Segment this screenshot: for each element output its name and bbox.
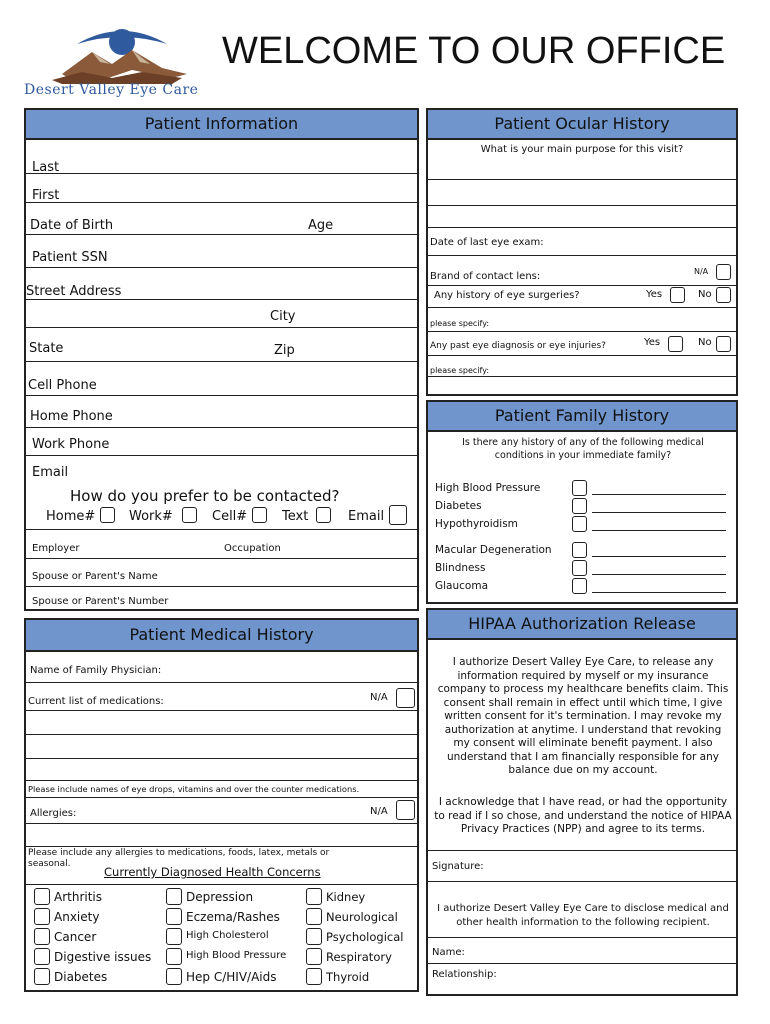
opt-work-label: Work# (129, 509, 173, 524)
section-heading: Patient Ocular History (428, 110, 736, 140)
family-condition-blank[interactable] (592, 530, 726, 531)
family-condition-checkbox[interactable] (572, 498, 587, 514)
cell-checkbox[interactable] (252, 507, 267, 523)
home-checkbox[interactable] (100, 507, 115, 523)
family-condition-blank[interactable] (592, 574, 726, 575)
contact-na-checkbox[interactable] (716, 264, 731, 280)
medications-na-label: N/A (370, 692, 388, 703)
family-condition-blank[interactable] (592, 556, 726, 557)
surgeries-no-checkbox[interactable] (716, 287, 731, 303)
family-condition-checkbox[interactable] (572, 516, 587, 532)
health-concern-label: Cancer (54, 930, 97, 944)
allergies-na-label: N/A (370, 806, 388, 817)
family-condition-checkbox[interactable] (572, 542, 587, 558)
opt-home-label: Home# (46, 509, 96, 524)
health-concern-checkbox[interactable] (166, 928, 182, 945)
medications-note: Please include names of eye drops, vitamins and over the counter medications. (28, 784, 360, 794)
visit-purpose-question: What is your main purpose for this visit? (480, 144, 684, 155)
employer-label: Employer (32, 543, 80, 554)
opt-cell-label: Cell# (212, 509, 248, 524)
section-heading: Patient Medical History (26, 620, 417, 652)
health-concern-label: Kidney (326, 890, 366, 904)
health-concern-checkbox[interactable] (306, 968, 322, 985)
street-label: Street Address (26, 284, 122, 299)
health-concern-checkbox[interactable] (34, 888, 50, 905)
text-checkbox[interactable] (316, 507, 331, 523)
relationship-label: Relationship: (432, 969, 497, 980)
health-concern-checkbox[interactable] (306, 908, 322, 925)
health-concern-checkbox[interactable] (306, 888, 322, 905)
medical-history-section (24, 618, 419, 992)
cell-phone-label: Cell Phone (28, 378, 97, 393)
hipaa-section (426, 608, 738, 996)
family-condition-label: Glaucoma (435, 580, 489, 592)
health-concern-label: Neurological (326, 910, 398, 924)
health-concern-label: Digestive issues (54, 950, 152, 964)
surgeries-question: Any history of eye surgeries? (434, 290, 580, 301)
health-concern-checkbox[interactable] (34, 908, 50, 925)
family-question: Is there any history of any of the following medical conditions in your immediate family? (462, 437, 704, 461)
work-checkbox[interactable] (182, 507, 197, 523)
health-concern-checkbox[interactable] (166, 968, 182, 985)
family-condition-blank[interactable] (592, 494, 726, 495)
allergies-note: Please include any allergies to medications, foods, latex, metals or seasonal. (28, 848, 330, 869)
family-condition-label: Hypothyroidism (435, 518, 518, 530)
health-concern-label: Arthritis (54, 890, 103, 904)
spouse-name-label: Spouse or Parent's Name (32, 571, 158, 582)
health-concern-checkbox[interactable] (306, 948, 322, 965)
injuries-yes-checkbox[interactable] (668, 336, 683, 352)
health-concern-checkbox[interactable] (34, 948, 50, 965)
family-condition-checkbox[interactable] (572, 560, 587, 576)
last-name-label: Last (32, 160, 60, 175)
ocular-history-section (426, 108, 738, 396)
allergies-na-checkbox[interactable] (396, 800, 415, 820)
injuries-no-checkbox[interactable] (716, 336, 731, 352)
family-history-section (426, 400, 738, 604)
family-condition-blank[interactable] (592, 512, 726, 513)
health-concern-checkbox[interactable] (166, 908, 182, 925)
state-label: State (29, 341, 64, 356)
health-concern-label: Anxiety (54, 910, 100, 924)
health-concern-label: Eczema/Rashes (186, 910, 280, 924)
npp-acknowledgement-paragraph: I acknowledge that I have read, or had the opportunity to read if I so chose, and understand the notice of HIPAA Privacy Practices (NPP) and agree to its terms. (434, 796, 732, 835)
health-concern-checkbox[interactable] (166, 948, 182, 965)
surgeries-yes-checkbox[interactable] (670, 287, 685, 303)
home-phone-label: Home Phone (30, 409, 113, 424)
physician-label: Name of Family Physician: (30, 665, 162, 676)
last-exam-label: Date of last eye exam: (430, 237, 544, 248)
age-label: Age (308, 218, 334, 233)
injuries-no-label: No (698, 337, 712, 348)
family-condition-checkbox[interactable] (572, 578, 587, 594)
ssn-label: Patient SSN (32, 250, 108, 265)
hipaa-release-paragraph: I authorize Desert Valley Eye Care, to release any information required by myself or my insurance company to process my healthcare benefits claim. This consent shall remain in effect until which time, I give written consent for it's termination. I may revoke my authorization at anytime. I understand that revoking my consent will eliminate benefit payment. I also understand that I am financially responsible for any balance due on my account. (437, 656, 729, 776)
first-name-label: First (32, 188, 60, 203)
injuries-specify-label: please specify: (430, 366, 490, 375)
opt-text-label: Text (282, 509, 309, 524)
allergies-label: Allergies: (30, 808, 77, 819)
work-phone-label: Work Phone (32, 437, 110, 452)
city-label: City (270, 309, 296, 324)
health-concern-label: High Blood Pressure (186, 950, 287, 961)
health-concern-label: High Cholesterol (186, 930, 269, 941)
injuries-question: Any past eye diagnosis or eye injuries? (430, 341, 606, 351)
dob-label: Date of Birth (30, 218, 114, 233)
email-label: Email (32, 465, 69, 480)
family-condition-blank[interactable] (592, 592, 726, 593)
family-condition-label: Diabetes (435, 500, 482, 512)
health-concern-label: Depression (186, 890, 254, 904)
medications-na-checkbox[interactable] (396, 688, 415, 708)
section-heading: HIPAA Authorization Release (428, 610, 736, 640)
contact-na-label: N/A (694, 267, 709, 276)
zip-label: Zip (274, 343, 295, 358)
family-condition-label: Blindness (435, 562, 486, 574)
contact-question: How do you prefer to be contacted? (70, 487, 340, 505)
occupation-label: Occupation (224, 543, 281, 554)
concerns-title: Currently Diagnosed Health Concerns (104, 865, 321, 879)
health-concern-checkbox[interactable] (34, 928, 50, 945)
health-concern-checkbox[interactable] (166, 888, 182, 905)
disclosure-paragraph: I authorize Desert Valley Eye Care to disclose medical and other health information to the following recipient. (437, 903, 729, 928)
page-title: WELCOME TO OUR OFFICE (222, 30, 726, 72)
section-heading: Patient Family History (428, 402, 736, 432)
contact-lens-label: Brand of contact lens: (430, 271, 541, 282)
surgeries-no-label: No (698, 289, 712, 300)
email-checkbox[interactable] (389, 505, 407, 525)
recipient-name-label: Name: (432, 947, 465, 958)
surgeries-specify-label: please specify: (430, 319, 490, 328)
signature-label: Signature: (432, 861, 484, 872)
family-condition-checkbox[interactable] (572, 480, 587, 496)
opt-email-label: Email (348, 509, 385, 524)
health-concern-label: Psychological (326, 930, 404, 944)
family-condition-label: High Blood Pressure (435, 482, 541, 494)
health-concern-label: Thyroid (326, 970, 370, 984)
health-concern-checkbox[interactable] (34, 968, 50, 985)
health-concern-label: Respiratory (326, 950, 392, 964)
health-concern-checkbox[interactable] (306, 928, 322, 945)
medications-label: Current list of medications: (28, 696, 164, 707)
spouse-number-label: Spouse or Parent's Number (32, 596, 169, 607)
injuries-yes-label: Yes (644, 337, 661, 348)
surgeries-yes-label: Yes (646, 289, 663, 300)
patient-information-section (24, 108, 419, 611)
health-concern-label: Hep C/HIV/Aids (186, 970, 277, 984)
family-condition-label: Macular Degeneration (435, 544, 552, 556)
health-concern-label: Diabetes (54, 970, 108, 984)
section-heading: Patient Information (26, 110, 417, 140)
brand-name: Desert Valley Eye Care (24, 82, 199, 98)
